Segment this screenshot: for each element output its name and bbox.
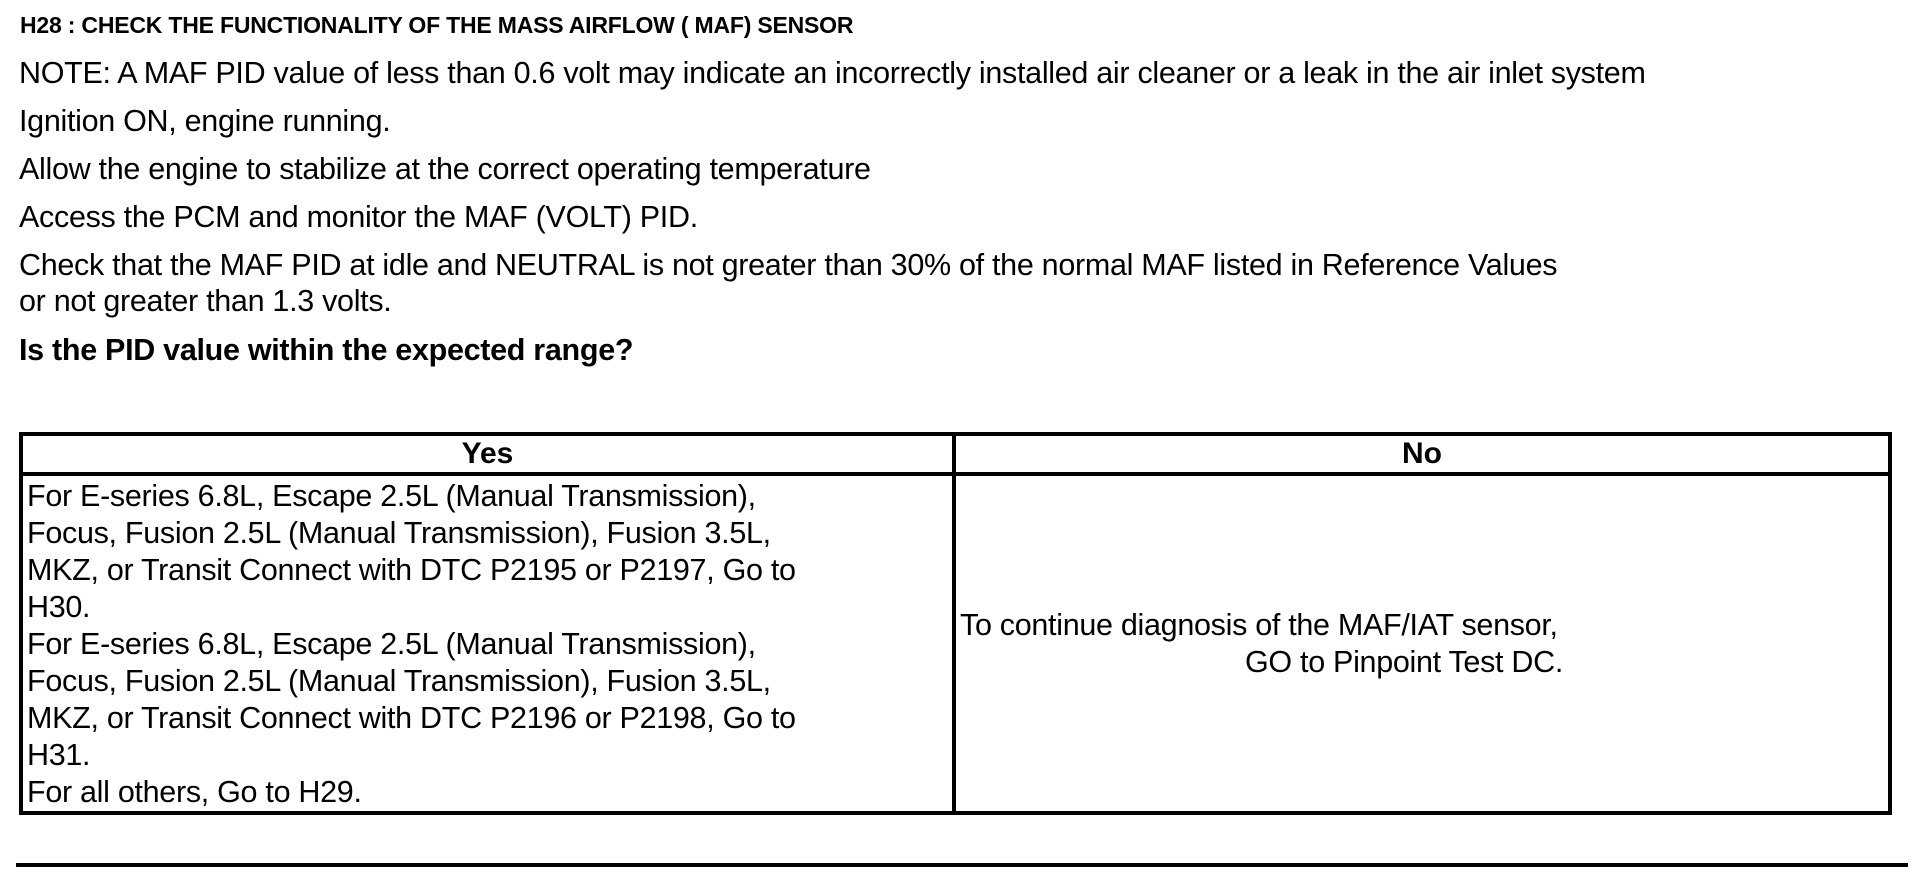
yes-line: H30. (27, 590, 91, 624)
instruction-access-pcm: Access the PCM and monitor the MAF (VOLT) PID. (19, 200, 698, 234)
instruction-ignition: Ignition ON, engine running. (19, 104, 391, 138)
table-header-row (21, 434, 1890, 474)
yes-line: For E-series 6.8L, Escape 2.5L (Manual Transmission), (27, 627, 756, 661)
yes-line: MKZ, or Transit Connect with DTC P2196 or P2198, Go to (27, 701, 796, 735)
no-cell (954, 474, 1890, 813)
no-line: GO to Pinpoint Test DC. (1245, 644, 1564, 679)
result-table (19, 432, 1892, 815)
yes-line: H31. (27, 738, 91, 772)
no-column-header: No (954, 434, 1890, 474)
yes-line: Focus, Fusion 2.5L (Manual Transmission), Fusion 3.5L, (27, 664, 771, 698)
table-row (21, 474, 1890, 813)
no-line: To continue diagnosis of the MAF/IAT sensor, (960, 607, 1558, 642)
question-text: Is the PID value within the expected range? (19, 333, 634, 367)
yes-line: For all others, Go to H29. (27, 775, 362, 809)
horizontal-rule (16, 863, 1908, 867)
note-text: NOTE: A MAF PID value of less than 0.6 volt may indicate an incorrectly installed air cleaner or a leak in the air inlet system (19, 56, 1646, 90)
yes-line: For E-series 6.8L, Escape 2.5L (Manual Transmission), (27, 479, 756, 513)
yes-line: Focus, Fusion 2.5L (Manual Transmission), Fusion 3.5L, (27, 516, 771, 550)
yes-cell (21, 474, 954, 813)
yes-line: MKZ, or Transit Connect with DTC P2195 or P2197, Go to (27, 553, 796, 587)
yes-column-header: Yes (21, 434, 954, 474)
step-heading: H28 : CHECK THE FUNCTIONALITY OF THE MASS AIRFLOW ( MAF) SENSOR (20, 12, 854, 38)
instruction-check-maf-continued: or not greater than 1.3 volts. (19, 284, 392, 318)
instruction-check-maf: Check that the MAF PID at idle and NEUTRAL is not greater than 30% of the normal MAF listed in Reference Values (19, 248, 1558, 282)
instruction-stabilize: Allow the engine to stabilize at the correct operating temperature (19, 152, 871, 186)
